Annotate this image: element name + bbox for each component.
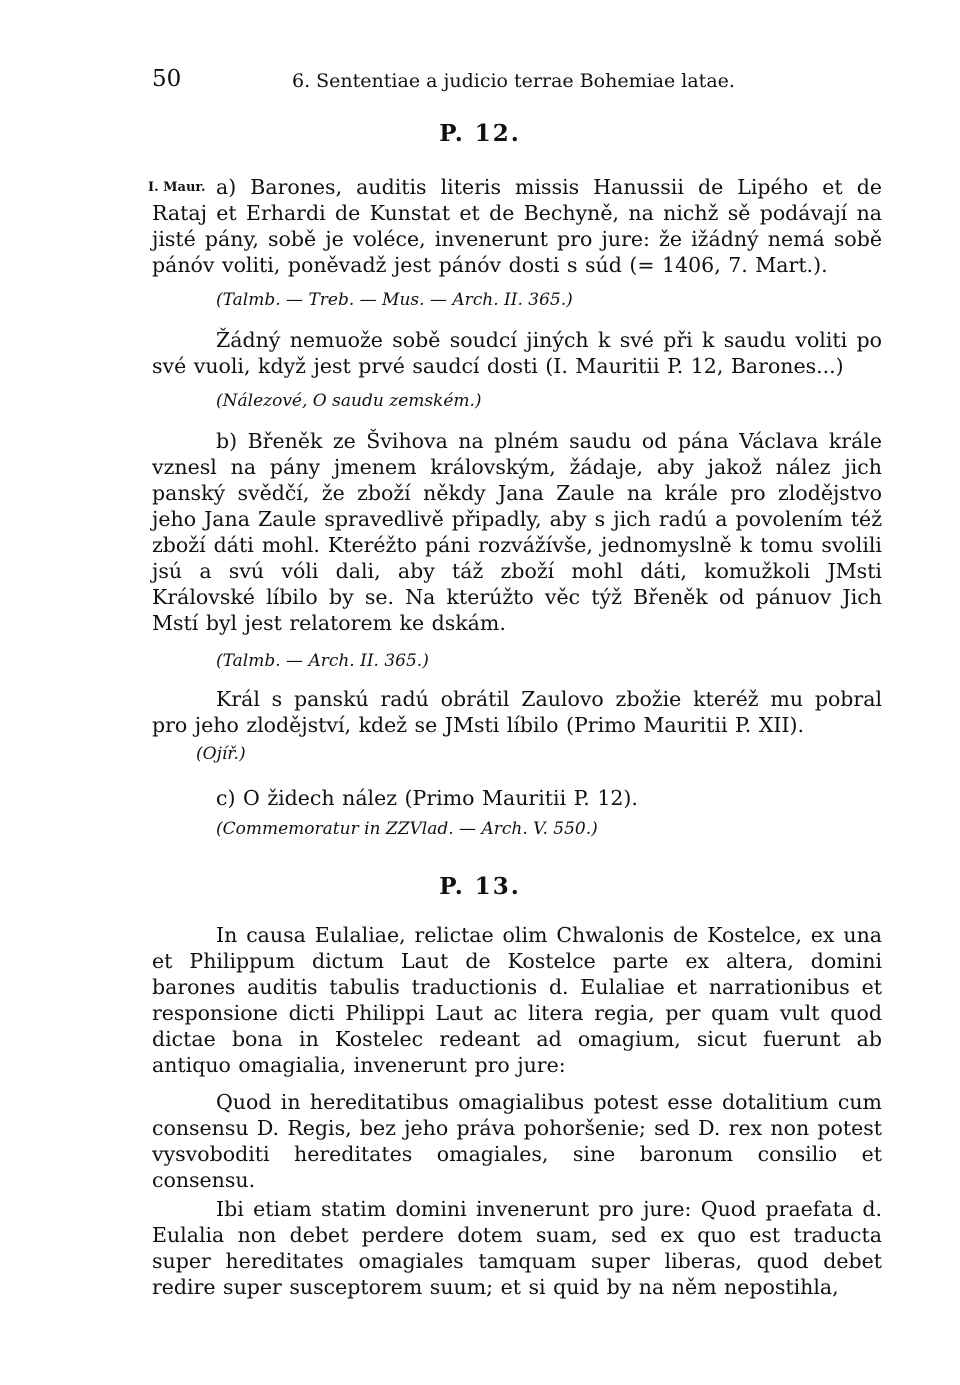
citation-2: (Nálezové, O saudu zemském.) (216, 391, 482, 411)
section-title-p12: P. 12. (439, 120, 521, 147)
paragraph-b: b) Břeněk ze Švihova na plném saudu od pána Václava krále vznesl na pány jmenem královským, žádaje, aby jakož nález jich panský svědčí, že zboží někdy Jana Zaule na krále pro zlodějstvo jeho Jana Zaule spravedlivě připadly, aby s jich radú a povolením též zboží dáti mohl. Kteréžto páni rozvážívše, jednomyslně k tomu svolili jsú a svú vóli dali, aby táž zboží mohl dáti, komužkoli JMsti Královské líbilo by se. Na kterúžto věc týž Břeněk od pánuov Jich Mstí byl jest relatorem ke dskám. (152, 429, 882, 635)
margin-note: I. Maur. (148, 180, 206, 195)
citation-1: (Talmb. — Treb. — Mus. — Arch. II. 365.) (216, 290, 573, 310)
paragraph-quod: Quod in hereditatibus omagialibus potest esse dotalitium cum consensu D. Regis, bez jeho práva pohoršenie; sed D. rex non potest vysvoboditi hereditates omagiales, sine baronum consilio et consensu. (152, 1090, 882, 1192)
page-header (152, 66, 882, 100)
section-title-p13: P. 13. (439, 873, 521, 900)
paragraph-zadny: Žádný nemuože sobě soudcí jiných k své při k saudu voliti po své vuoli, když jest prvé saudcí dosti (I. Mauritii P. 12, Barones...) (152, 328, 882, 378)
running-title: 6. Sententiae a judicio terrae Bohemiae latae. (292, 70, 735, 92)
citation-4: (Ojíř.) (196, 744, 246, 764)
paragraph-kral: Král s panskú radú obrátil Zaulovo zbožie kteréž mu pobral pro jeho zlodějství, kdež se JMsti líbilo (Primo Mauritii P. XII). (152, 687, 882, 737)
page-number: 50 (152, 66, 182, 92)
paragraph-in-causa: In causa Eulaliae, relictae olim Chwalonis de Kostelce, ex una et Philippum dictum Laut de Kostelce parte ex altera, domini barones auditis tabulis traductionis d. Eulaliae et narrationibus et responsione dicti Philippi Laut ac litera regia, per quam vult quod dictae bona in Kostelec redeant ad omagium, sicut fuerunt ab antiquo omagialia, invenerunt pro jure: (152, 923, 882, 1077)
citation-3: (Talmb. — Arch. II. 365.) (216, 651, 429, 671)
paragraph-c: c) O židech nález (Primo Mauritii P. 12). (216, 786, 638, 810)
paragraph-ibi: Ibi etiam statim domini invenerunt pro jure: Quod praefata d. Eulalia non debet perdere dotem suam, sed ex quo est traducta super hereditates omagiales tamquam super liberas, quod debet redire super susceptorem suum; et si quid by na něm nepostihla, (152, 1197, 882, 1299)
citation-5: (Commemoratur in ZZVlad. — Arch. V. 550.) (216, 819, 598, 839)
paragraph-a: a) Barones, auditis literis missis Hanussii de Lipého et de Rataj et Erhardi de Kunstat et de Bechyně, na nichž sě podávají na jisté pány, sobě je voléce, invenerunt pro jure: že ižádný nemá sobě pánóv voliti, poněvadž jest pánóv dosti s súd (= 1406, 7. Mart.). (152, 175, 882, 277)
